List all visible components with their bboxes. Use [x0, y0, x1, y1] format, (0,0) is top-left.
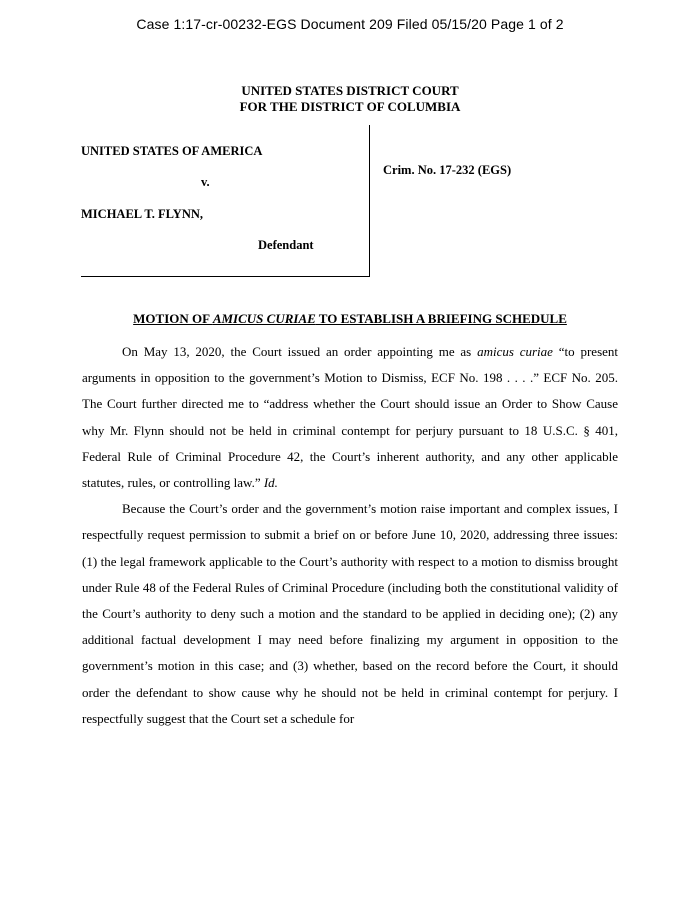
court-name-line: UNITED STATES DISTRICT COURT [241, 83, 459, 98]
case-number: Crim. No. 17-232 (EGS) [383, 163, 512, 177]
motion-title-suffix: TO ESTABLISH A BRIEFING SCHEDULE [315, 311, 567, 326]
court-district-line: FOR THE DISTRICT OF COLUMBIA [239, 99, 461, 114]
defendant-name: MICHAEL T. FLYNN, [81, 207, 204, 221]
paragraph-1 [82, 339, 618, 496]
motion-title-italic: AMICUS CURIAE [212, 311, 316, 326]
paragraph-1-italic-id: Id. [263, 475, 278, 491]
motion-body [82, 339, 618, 732]
versus-label: v. [201, 175, 210, 189]
court-heading [0, 83, 700, 115]
case-caption-box [81, 125, 370, 277]
paragraph-1-part-a: On May 13, 2020, the Court issued an order appointing me as [122, 344, 478, 359]
defendant-label: Defendant [258, 238, 314, 252]
motion-title [0, 311, 700, 327]
paragraph-1-part-c: “to present arguments in opposition to the government’s Motion to Dismiss, ECF No. 198 . . . .” ECF No. 205. The Court further directed me to “address whether the Court should issue an Order to Show Cause why Mr. Flynn should not be held in criminal contempt for perjury pursuant to 18 U.S.C. § 401, Federal Rule of Criminal Procedure 42, the Court’s inherent authority, and any other applicable statutes, rules, or controlling law.” [82, 344, 619, 491]
plaintiff-name: UNITED STATES OF AMERICA [81, 144, 263, 158]
motion-title-prefix: MOTION OF [133, 311, 213, 326]
paragraph-1-italic-amicus: amicus curiae [477, 344, 553, 359]
case-header-stamp: Case 1:17-cr-00232-EGS Document 209 Filed 05/15/20 Page 1 of 2 [136, 16, 564, 32]
paragraph-2: Because the Court’s order and the government’s motion raise important and complex issues, I respectfully request permission to submit a brief on or before June 10, 2020, addressing three issues: (1) the legal framework applicable to the Court’s authority with respect to a motion to dismiss brought under Rule 48 of the Federal Rules of Criminal Procedure (including both the constitutional validity of the Court’s authority to deny such a motion and the standard to be applied in deciding one); (2) any additional factual development I may need before finalizing my argument in opposition to the government’s motion in this case; and (3) whether, based on the record before the Court, it should order the defendant to show cause why he should not be held in criminal contempt for perjury. I respectfully suggest that the Court set a schedule for [82, 501, 618, 726]
